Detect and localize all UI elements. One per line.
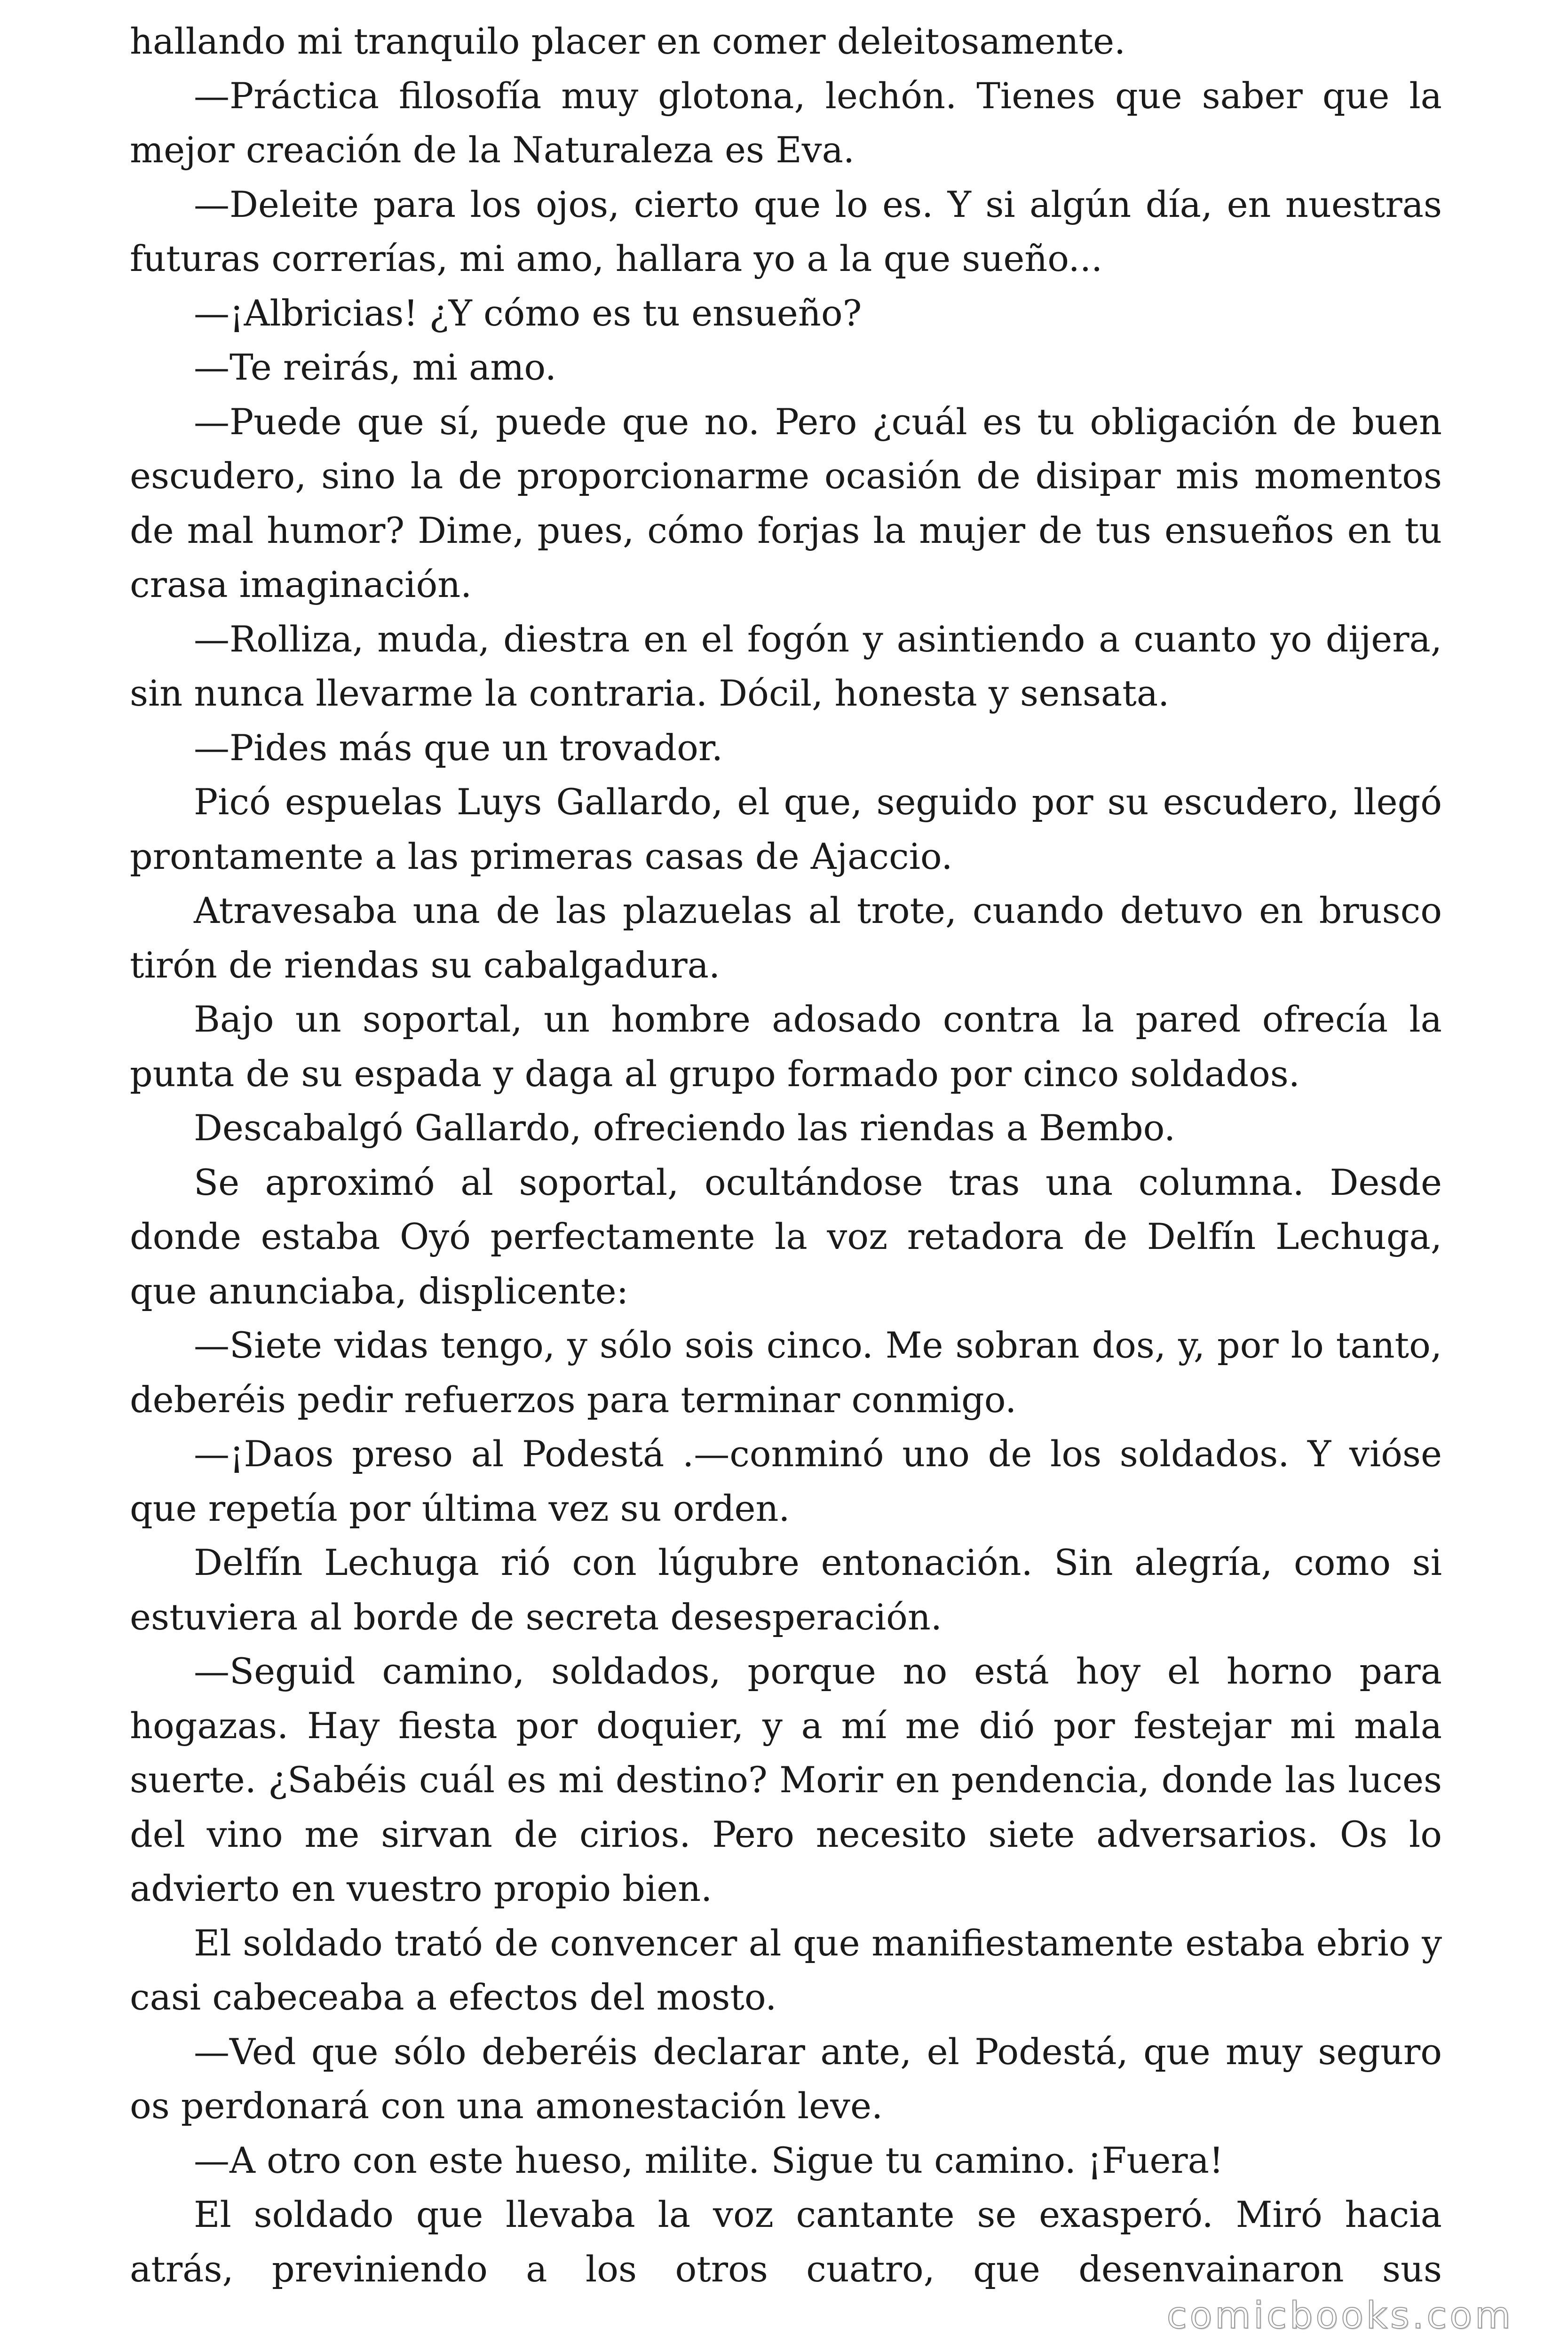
paragraph: El soldado trató de convencer al que manifiestamente estaba ebrio y casi cabeceaba a efectos del mosto. [130,1922,1442,2018]
paragraph: Se aproximó al soportal, ocultándose tras una columna. Desde donde estaba Oyó perfectamente la voz retadora de Delfín Lechuga, que anunciaba, displicente: [130,1161,1442,1312]
paragraph: —Práctica filosofía muy glotona, lechón. Tienes que saber que la mejor creación de la Naturaleza es Eva. [130,74,1442,171]
paragraph: —Pides más que un trovador. [194,726,723,769]
paragraph: Bajo un soportal, un hombre adosado contra la pared ofrecía la punta de su espada y daga al grupo formado por cinco soldados. [130,998,1442,1095]
paragraph: Delfín Lechuga rió con lúgubre entonación. Sin alegría, como si estuviera al borde de secreta desesperación. [130,1542,1442,1638]
paragraph: —Siete vidas tengo, y sólo sois cinco. Me sobran dos, y, por lo tanto, deberéis pedir refuerzos para terminar conmigo. [130,1324,1442,1421]
paragraph: Atravesaba una de las plazuelas al trote, cuando detuvo en brusco tirón de riendas su cabalgadura. [130,890,1442,986]
paragraph: —Seguid camino, soldados, porque no está hoy el horno para hogazas. Hay fiesta por doquier, y a mí me dió por festejar mi mala suerte. ¿Sabéis cuál es mi destino? Morir en pendencia, donde las luces del vino me sirvan de cirios. Pero necesito siete adversarios. Os lo advierto en vuestro propio bien. [130,1650,1442,1909]
paragraph: Descabalgó Gallardo, ofreciendo las riendas a Bembo. [194,1107,1176,1149]
paragraph: El soldado que llevaba la voz cantante se exasperó. Miró hacia atrás, previniendo a los otros cuatro, que desenvainaron sus [130,2193,1442,2290]
paragraph: —¡Albricias! ¿Y cómo es tu ensueño? [194,292,862,334]
paragraph: hallando mi tranquilo placer en comer deleitosamente. [130,20,1126,62]
watermark: comicbooks.com [1166,2295,1513,2337]
paragraph: —Te reirás, mi amo. [194,346,556,388]
paragraph: —Deleite para los ojos, cierto que lo es. Y si algún día, en nuestras futuras correrías, mi amo, hallara yo a la que sueño... [130,183,1442,279]
paragraph: Picó espuelas Luys Gallardo, el que, seguido por su escudero, llegó prontamente a las primeras casas de Ajaccio. [130,781,1442,877]
paragraph: —A otro con este hueso, milite. Sigue tu camino. ¡Fuera! [194,2139,1224,2181]
page-text [130,14,1442,2291]
paragraph: —¡Daos preso al Podestá .—conminó uno de los soldados. Y vióse que repetía por última vez su orden. [130,1433,1442,1529]
paragraph: —Rolliza, muda, diestra en el fogón y asintiendo a cuanto yo dijera, sin nunca llevarme la contraria. Dócil, honesta y sensata. [130,618,1442,714]
paragraph: —Puede que sí, puede que no. Pero ¿cuál es tu obligación de buen escudero, sino la de proporcionarme ocasión de disipar mis momentos de mal humor? Dime, pues, cómo forjas la mujer de tus ensueños en tu crasa imaginación. [130,400,1442,605]
paragraph: —Ved que sólo deberéis declarar ante, el Podestá, que muy seguro os perdonará con una amonestación leve. [130,2030,1442,2127]
